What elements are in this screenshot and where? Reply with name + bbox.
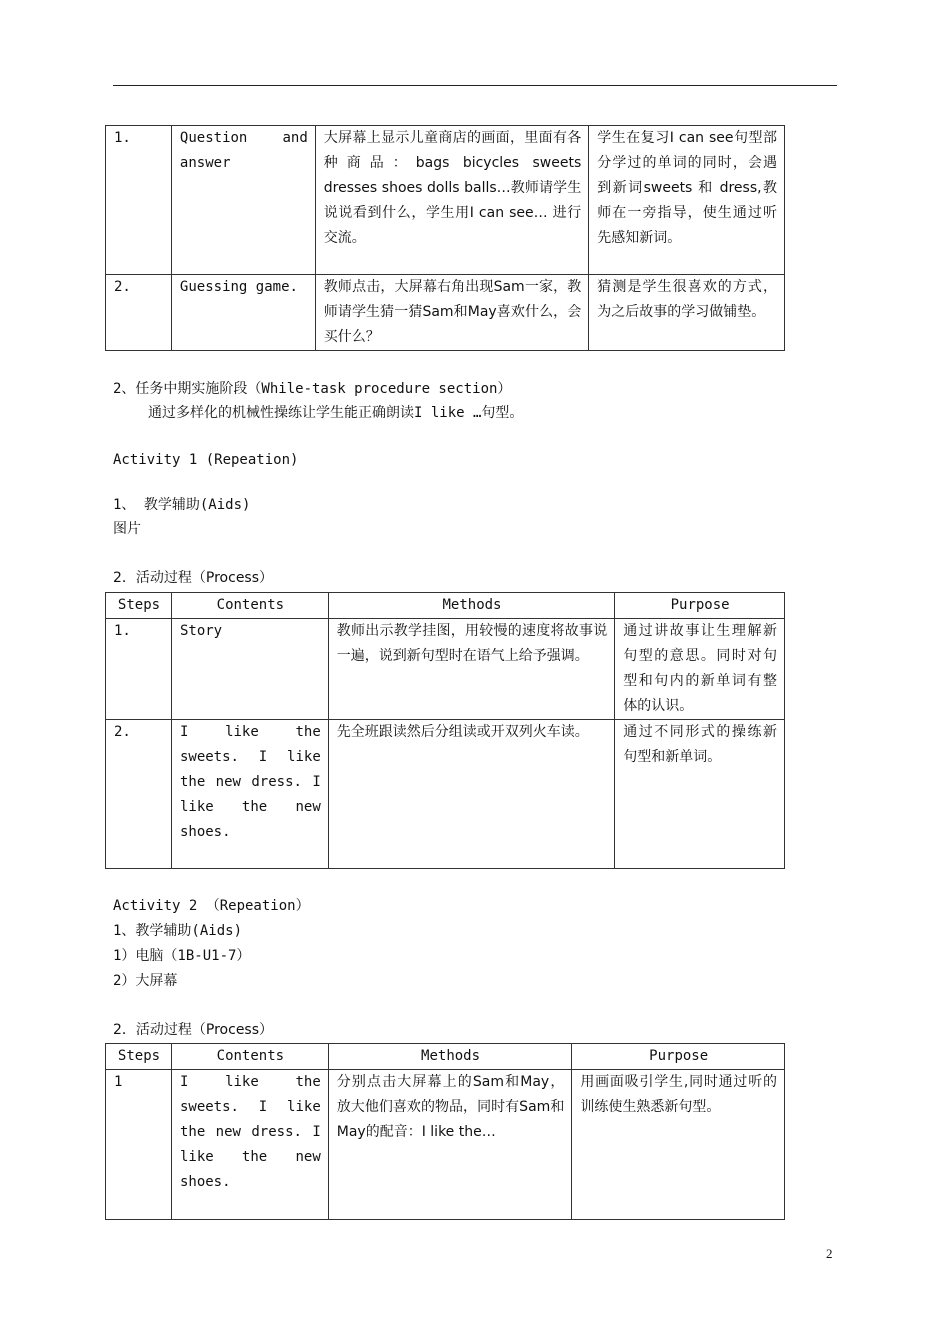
header-contents: Contents <box>171 593 328 619</box>
table-row <box>106 720 785 869</box>
activity1-aids-heading: 1、 教学辅助(Aids) <box>113 497 251 513</box>
content-cell: Story <box>171 619 328 720</box>
activity1-table <box>105 592 785 869</box>
section-heading: 2、任务中期实施阶段（While-task procedure section） <box>113 381 512 397</box>
purpose-cell: 用画面吸引学生,同时通过听的训练使生熟悉新句型。 <box>572 1070 785 1220</box>
table-row <box>106 1070 785 1220</box>
activity1-process-heading: 2．活动过程（Process） <box>113 570 274 586</box>
purpose-cell: 猜测是学生很喜欢的方式，为之后故事的学习做铺垫。 <box>589 275 785 351</box>
header-purpose: Purpose <box>572 1044 785 1070</box>
header-steps: Steps <box>106 593 172 619</box>
activity2-aids-item-1: 1）电脑（1B-U1-7） <box>113 948 251 964</box>
activity2-title: Activity 2 （Repeation） <box>113 898 310 914</box>
purpose-cell: 学生在复习I can see句型部分学过的单词的同时，会遇到新词sweets 和 dress,教师在一旁指导，使生通过听先感知新词。 <box>589 126 785 275</box>
table-row <box>106 275 785 351</box>
table-header-row <box>106 593 785 619</box>
table-row <box>106 126 785 275</box>
table-header-row <box>106 1044 785 1070</box>
activity2-process-heading: 2．活动过程（Process） <box>113 1022 274 1038</box>
activity2-table <box>105 1043 785 1220</box>
table-row <box>106 619 785 720</box>
activity2-aids-item-2: 2）大屏幕 <box>113 973 178 989</box>
header-methods: Methods <box>328 1044 572 1070</box>
header-contents: Contents <box>171 1044 328 1070</box>
step-cell: 2. <box>106 720 172 869</box>
header-steps: Steps <box>106 1044 172 1070</box>
step-cell: 1. <box>106 126 172 275</box>
purpose-cell: 通过不同形式的操练新句型和新单词。 <box>615 720 785 869</box>
page-number: 2 <box>826 1246 833 1261</box>
method-cell: 大屏幕上显示儿童商店的画面，里面有各种商品：bags bicycles sweets dresses shoes dolls balls…教师请学生说说看到什么，学生用I can see… 进行交流。 <box>315 126 589 275</box>
section-intro: 通过多样化的机械性操练让学生能正确朗读I like …句型。 <box>148 405 524 421</box>
pre-task-table <box>105 125 785 351</box>
activity1-aids-item: 图片 <box>113 521 141 537</box>
step-cell: 1. <box>106 619 172 720</box>
purpose-cell: 通过讲故事让生理解新句型的意思。同时对句型和句内的新单词有整体的认识。 <box>615 619 785 720</box>
method-cell: 先全班跟读然后分组读或开双列火车读。 <box>328 720 614 869</box>
content-cell: I like the sweets. I like the new dress. I like the new shoes. <box>171 720 328 869</box>
activity2-aids-heading: 1、教学辅助(Aids) <box>113 923 243 939</box>
content-cell: Question and answer <box>171 126 315 275</box>
method-cell: 教师出示教学挂图，用较慢的速度将故事说一遍，说到新句型时在语气上给予强调。 <box>328 619 614 720</box>
method-cell: 教师点击，大屏幕右角出现Sam一家，教师请学生猜一猜Sam和May喜欢什么，会买什么？ <box>315 275 589 351</box>
content-cell: I like the sweets. I like the new dress. I like the new shoes. <box>171 1070 328 1220</box>
activity1-title: Activity 1 (Repeation) <box>113 452 299 468</box>
header-rule <box>113 85 837 86</box>
header-methods: Methods <box>328 593 614 619</box>
header-purpose: Purpose <box>615 593 785 619</box>
method-cell: 分别点击大屏幕上的Sam和May，放大他们喜欢的物品，同时有Sam和May的配音：I like the… <box>328 1070 572 1220</box>
step-cell: 2. <box>106 275 172 351</box>
content-cell: Guessing game. <box>171 275 315 351</box>
step-cell: 1 <box>106 1070 172 1220</box>
